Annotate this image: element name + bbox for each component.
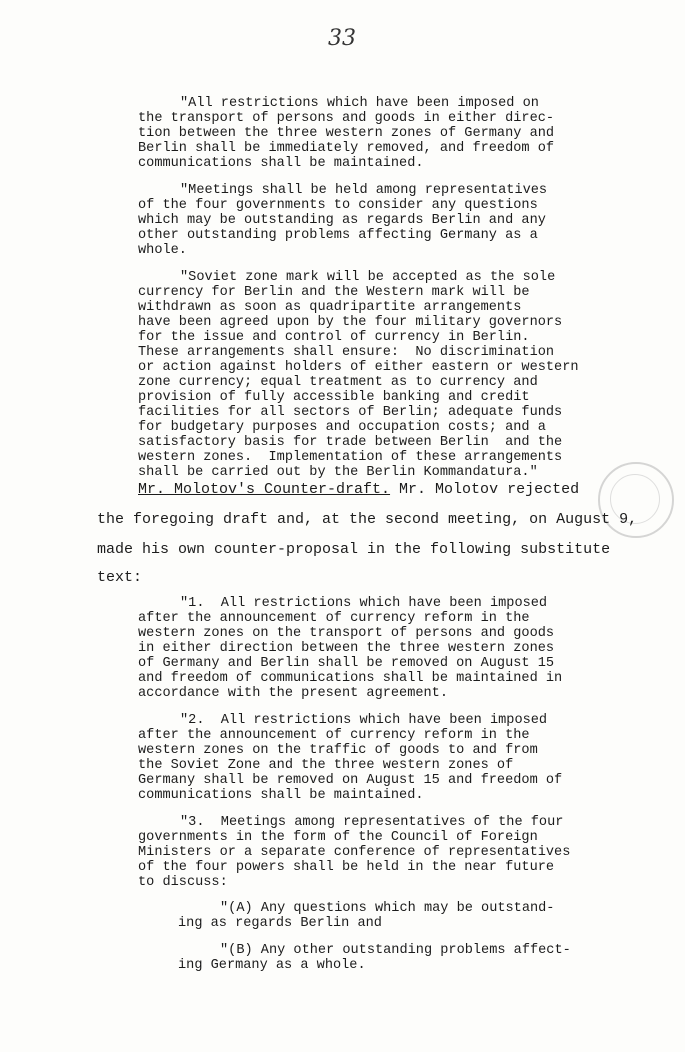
text-line: governments in the form of the Council of Foreign <box>138 830 538 845</box>
text-line: have been agreed upon by the four military governors <box>138 315 563 330</box>
text-line: currency for Berlin and the Western mark will be <box>138 285 530 300</box>
text-line: the Soviet Zone and the three western zones of <box>138 758 514 773</box>
text-line: Berlin shall be immediately removed, and freedom of <box>138 141 555 156</box>
text-line: which may be outstanding as regards Berlin and any <box>138 213 546 228</box>
text-line: "All restrictions which have been imposed on <box>180 96 539 111</box>
text-line: "Soviet zone mark will be accepted as the sole <box>180 270 556 285</box>
text-line: or action against holders of either eastern or western <box>138 360 579 375</box>
text-line: communications shall be maintained. <box>138 156 424 171</box>
text-line: zone currency; equal treatment as to currency and <box>138 375 538 390</box>
text-line: Ministers or a separate conference of representatives <box>138 845 571 860</box>
text-line: shall be carried out by the Berlin Kommandatura." <box>138 465 538 480</box>
text-line: to discuss: <box>138 875 228 890</box>
text-line: made his own counter-proposal in the following substitute <box>97 541 611 558</box>
text-line: in either direction between the three western zones <box>138 641 555 656</box>
text-line: western zones on the traffic of goods to and from <box>138 743 538 758</box>
text-line: "2. All restrictions which have been imposed <box>180 713 548 728</box>
text-line: provision of fully accessible banking and credit <box>138 390 530 405</box>
text-line: of the four governments to consider any questions <box>138 198 538 213</box>
text-line: whole. <box>138 243 187 258</box>
text-line: communications shall be maintained. <box>138 788 424 803</box>
text-line: of Germany and Berlin shall be removed on August 15 <box>138 656 555 671</box>
text-line: for budgetary purposes and occupation costs; and a <box>138 420 546 435</box>
text-line: "(B) Any other outstanding problems affect- <box>220 943 571 958</box>
text-line: ing as regards Berlin and <box>178 916 382 931</box>
text-line: Germany shall be removed on August 15 and freedom of <box>138 773 563 788</box>
text-line: "(A) Any questions which may be outstand- <box>220 901 555 916</box>
text-line: "1. All restrictions which have been imposed <box>180 596 548 611</box>
page-number: 33 <box>328 26 356 51</box>
text-line: withdrawn as soon as quadripartite arrangements <box>138 300 522 315</box>
text-line: other outstanding problems affecting Germany as a <box>138 228 538 243</box>
text-line: western zones on the transport of persons and goods <box>138 626 555 641</box>
text-line: ing Germany as a whole. <box>178 958 366 973</box>
text-line: after the announcement of currency reform in the <box>138 611 530 626</box>
text-line: western zones. Implementation of these arrangements <box>138 450 563 465</box>
section-heading: Mr. Molotov's Counter-draft. <box>138 481 391 498</box>
text-line: the foregoing draft and, at the second meeting, on August 9, <box>97 511 638 528</box>
text-line: after the announcement of currency reform in the <box>138 728 530 743</box>
text-line: tion between the three western zones of Germany and <box>138 126 555 141</box>
section-first-line-text: Mr. Molotov rejected <box>390 481 580 498</box>
section-first-line <box>138 482 579 498</box>
text-line: accordance with the present agreement. <box>138 686 448 701</box>
text-line: These arrangements shall ensure: No discrimination <box>138 345 555 360</box>
text-line: text: <box>97 569 143 586</box>
text-line: "3. Meetings among representatives of the four <box>180 815 564 830</box>
text-line: the transport of persons and goods in either direc- <box>138 111 555 126</box>
text-line: "Meetings shall be held among representatives <box>180 183 548 198</box>
text-line: facilities for all sectors of Berlin; adequate funds <box>138 405 563 420</box>
text-line: satisfactory basis for trade between Berlin and the <box>138 435 563 450</box>
text-line: of the four powers shall be held in the near future <box>138 860 555 875</box>
text-line: and freedom of communications shall be maintained in <box>138 671 563 686</box>
text-line: for the issue and control of currency in Berlin. <box>138 330 530 345</box>
